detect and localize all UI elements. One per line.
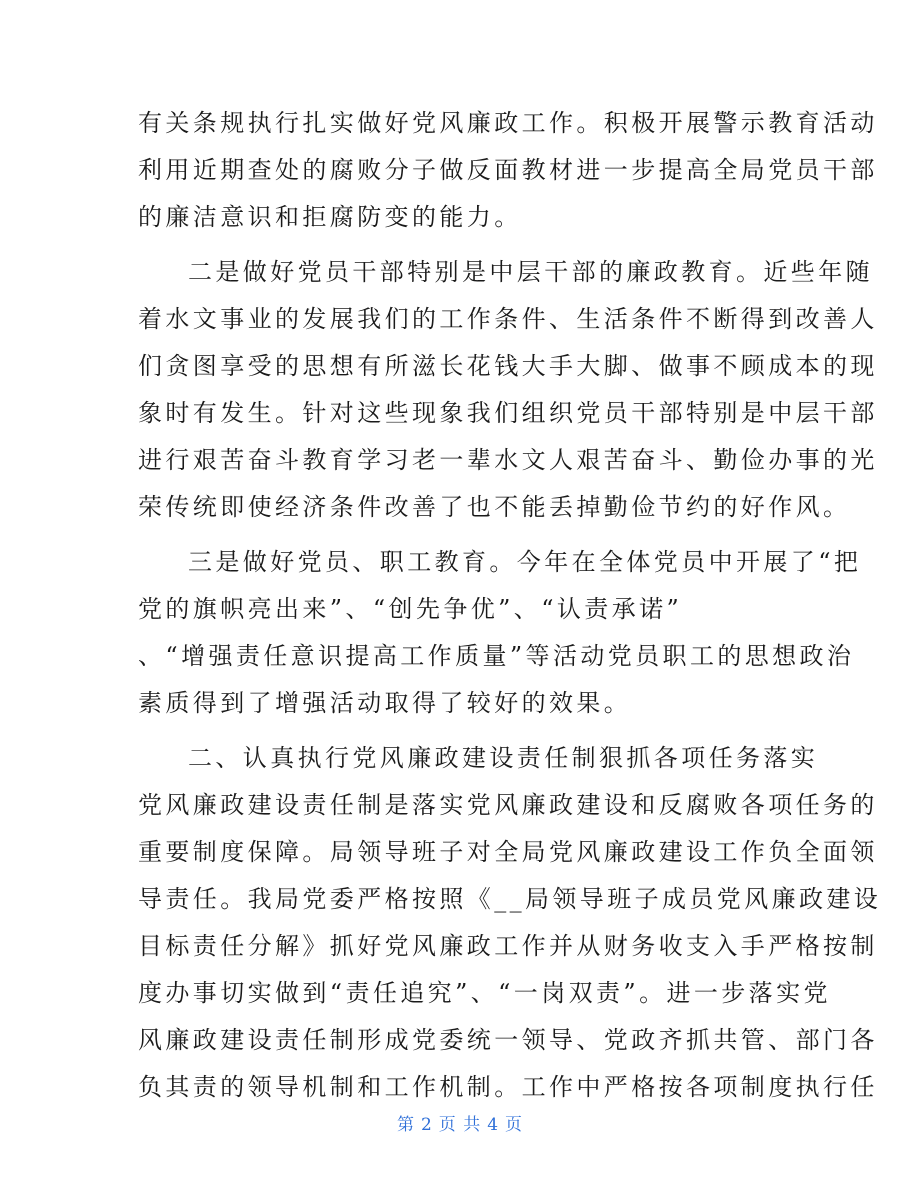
text-line: 着水文事业的发展我们的工作条件、生活条件不断得到改善人 bbox=[138, 305, 878, 333]
section-heading: 二、认真执行党风廉政建设责任制狠抓各项任务落实 bbox=[188, 744, 819, 772]
text-line: 们贪图享受的思想有所滋长花钱大手大脚、做事不顾成本的现 bbox=[138, 352, 878, 380]
text-line: 三是做好党员、职工教育。今年在全体党员中开展了“把 bbox=[188, 548, 862, 576]
text-line: 素质得到了增强活动取得了较好的效果。 bbox=[138, 689, 632, 717]
text-line: 党的旗帜亮出来”、“创先争优”、“认责承诺” bbox=[138, 595, 683, 623]
text-line: 目标责任分解》抓好党风廉政工作并从财务收支入手严格按制 bbox=[138, 932, 878, 960]
text-line: 、“增强责任意识提高工作质量”等活动党员职工的思想政治 bbox=[138, 642, 855, 670]
page-label-mid: 页 共 bbox=[438, 1115, 482, 1135]
text-line: 利用近期查处的腐败分子做反面教材进一步提高全局党员干部 bbox=[138, 156, 878, 184]
page-label-suffix: 页 bbox=[505, 1115, 524, 1135]
paragraph bbox=[138, 100, 878, 241]
text-line: 荣传统即使经济条件改善了也不能丢掉勤俭节约的好作风。 bbox=[138, 493, 851, 521]
text-line: 重要制度保障。局领导班子对全局党风廉政建设工作负全面领 bbox=[138, 838, 878, 866]
text-line: 度办事切实做到“责任追究”、“一岗双责”。进一步落实党 bbox=[138, 979, 831, 1007]
text-line: 负其责的领导机制和工作机制。工作中严格按各项制度执行任 bbox=[138, 1073, 878, 1101]
total-pages-number: 4 bbox=[487, 1115, 500, 1135]
page-number-footer bbox=[0, 1110, 920, 1135]
current-page-number: 2 bbox=[420, 1115, 433, 1135]
page-label-prefix: 第 bbox=[396, 1115, 415, 1135]
text-line: 风廉政建设责任制形成党委统一领导、党政齐抓共管、部门各 bbox=[138, 1026, 878, 1054]
text-line: 象时有发生。针对这些现象我们组织党员干部特别是中层干部 bbox=[138, 399, 878, 427]
text-line: 进行艰苦奋斗教育学习老一辈水文人艰苦奋斗、勤俭办事的光 bbox=[138, 446, 878, 474]
paragraph bbox=[138, 249, 878, 531]
paragraph bbox=[138, 539, 862, 727]
text-line: 的廉洁意识和拒腐防变的能力。 bbox=[138, 203, 522, 231]
text-line: 有关条规执行扎实做好党风廉政工作。积极开展警示教育活动 bbox=[138, 109, 878, 137]
paragraph bbox=[138, 735, 882, 1111]
document-body bbox=[138, 100, 882, 1111]
text-line: 党风廉政建设责任制是落实党风廉政建设和反腐败各项任务的 bbox=[138, 791, 878, 819]
text-line: 二是做好党员干部特别是中层干部的廉政教育。近些年随 bbox=[188, 258, 873, 286]
text-line: 导责任。我局党委严格按照《__局领导班子成员党风廉政建设 bbox=[138, 885, 882, 913]
